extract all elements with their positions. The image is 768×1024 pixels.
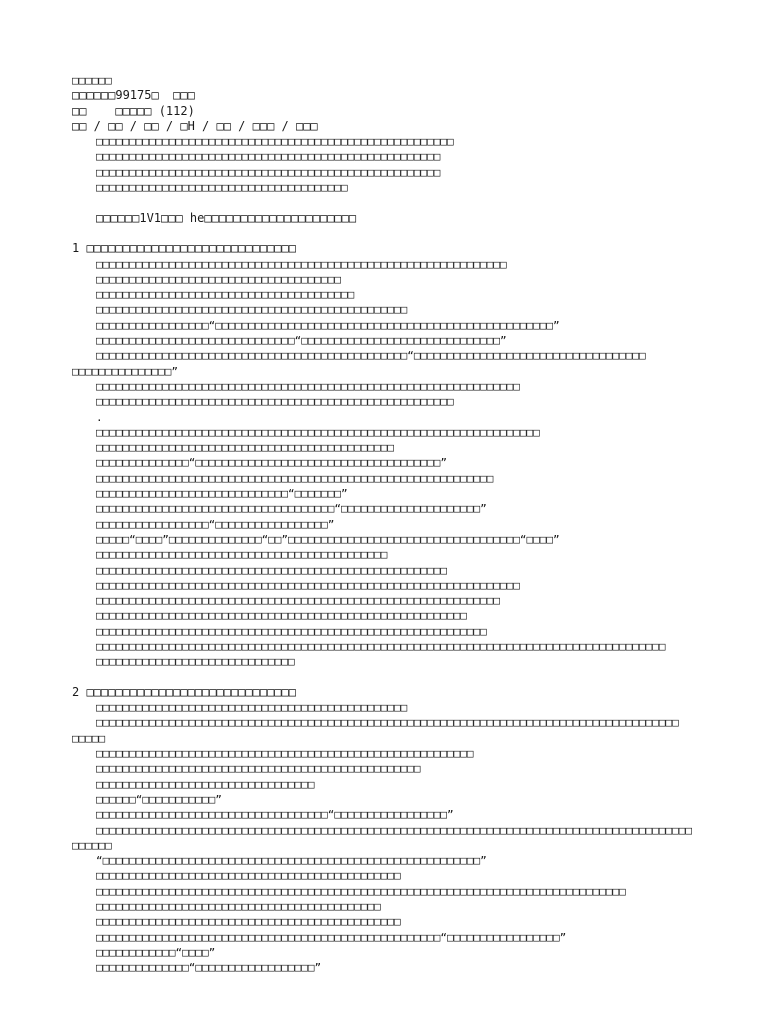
paragraph-line: □□□□□□□□□□□□□□□□□□□□□□□□□□□□□□□□□□□□□: [96, 272, 342, 286]
paragraph-line: □□□□□□□□□□□□□□□□□□□□□□□□□□□□□□□□□□□□□□□□□□□□□□□□□□□□□□□□□□□□□□: [96, 257, 507, 271]
paragraph-line: □□□□□□: [72, 838, 112, 852]
tagline: □□□□□□1V1□□□ he□□□□□□□□□□□□□□□□□□□□□: [96, 210, 357, 225]
intro-line: □□□□□□□□□□□□□□□□□□□□□□□□□□□□□□□□□□□□□□: [96, 181, 348, 195]
paragraph-line: □□□□□□□□□□□□□□□□□□□□□□□□□□□□□□□□□□□□□□□□□□□□□: [96, 441, 395, 455]
paragraph-line: □□□□□□□□□□□□□□□□□□□□□□□□□□□□□□□□□□□□□□□□□□□□: [96, 548, 388, 562]
section-1-body: [72, 257, 748, 670]
paragraph-line: □□□□□□□□□□□□□□□□□□□□□□□□□□□□□“□□□□□□□”: [96, 487, 348, 501]
section-1-heading: 1 □□□□□□□□□□□□□□□□□□□□□□□□□□□□□: [72, 241, 296, 256]
section-2-heading: 2 □□□□□□□□□□□□□□□□□□□□□□□□□□□□□: [72, 684, 296, 699]
paragraph-line: □□□□□□□□□□□□□□□□□□□□□□□□□□□□□□□□□□□□□□□□□□□□□□□□□□□□□□□□□□□: [96, 624, 487, 638]
paragraph-line: □□□□□□□□□□□□□□“□□□□□□□□□□□□□□□□□□”: [96, 961, 322, 975]
paragraph-line: □□□□□□□□□□□□□□□□□□□□□□□□□□□□□□□□□□□□□□□□□□□□□□□□□□□□□□□□□□□□□□□□□□□□□□□□□□□□□□□□□□□□□□□□: [96, 716, 679, 730]
intro-line: □□□□□□□□□□□□□□□□□□□□□□□□□□□□□□□□□□□□□□□□□□□□□□□□□□□□: [96, 165, 441, 179]
paragraph-line: □□□□□□□□□□□□□□□□□□□□□□□□□□□□□□□□□□□□□□□□□□□□□□□□□□□□□□□□□□□□□□□□□□□□□□□□□□□□□□□□□□□□□□: [96, 639, 666, 653]
paragraph-line: □□□□□□“□□□□□□□□□□□”: [96, 792, 222, 806]
spacer: [72, 670, 748, 685]
paragraph-line: □□□□□□□□□□□□□□□□□□□□□□□□□□□□□□□□□□□□□□□□□□□□□□□□□□□□□□□□□□□□: [96, 471, 494, 485]
intro-line: □□□□□□□□□□□□□□□□□□□□□□□□□□□□□□□□□□□□□□□□□□□□□□□□□□□□□□: [96, 135, 454, 149]
paragraph-line: .: [96, 410, 103, 424]
paragraph-line: □□□□□□□□□□□□□□□□□□□□□□□□□□□□□□□□□□□□□□□□□□□□□□□□□□□□□□□□□: [96, 747, 474, 761]
paragraph-line: □□□□□□□□□□□□□□□□□□□□□□□□□□□□□□□□□: [96, 777, 315, 791]
paragraph-line: □□□□□□□□□□□□□□□□□□□□□□□□□□□□□□□□□□□□□□□□□□□□□□: [96, 915, 401, 929]
paragraph-line: □□□□□□□□□□□□“□□□□”: [96, 945, 216, 959]
spacer: [72, 226, 748, 241]
paragraph-line: □□□□□□□□□□□□□□□□□□□□□□□□□□□□□□□□□□□□□□□□□□□□□□□□□□□□□□□□□□□□□□□□□□□□□□□□□□□□□□□□□□□□□□□□□□: [96, 823, 693, 837]
paragraph-line: “□□□□□□□□□□□□□□□□□□□□□□□□□□□□□□□□□□□□□□□□□□□□□□□□□□□□□□□□□”: [96, 854, 487, 868]
paragraph-line: □□□□□□□□□□□□□□□□□□□□□□□□□□□□□□□□□□□□□□□□□□□□□□□□□: [96, 762, 421, 776]
paragraph-line: □□□□□□□□□□□□□□□□□“□□□□□□□□□□□□□□□□□□□□□□□□□□□□□□□□□□□□□□□□□□□□□□□□□□□”: [96, 318, 560, 332]
paragraph-line: □□□□□□□□□□□□□□□□□□□□□□□□□□□□□□□□□□□□□□□□□□□□□□□□□□□□□□□□□□□□□: [96, 594, 500, 608]
doc-meta: □□ □□□□□ (112): [72, 103, 195, 118]
doc-subtitle: □□□□□□99175□ □□□: [72, 88, 195, 103]
paragraph-line: □□□□□□□□□□□□□□□□□□□□□□□□□□□□□□□□□□□□□□□□□□□□□□□□□□□□□□□□□□□□□□□□: [96, 578, 520, 592]
paragraph-line: □□□□□□□□□□□□□□□□□“□□□□□□□□□□□□□□□□□”: [96, 517, 335, 531]
doc-title: □□□□□□: [72, 74, 112, 87]
paragraph-line: □□□□□□□□□□□□□□□□□□□□□□□□□□□□□□: [96, 655, 295, 669]
paragraph-line: □□□□□□□□□□□□□□□□□□□□□□□□□□□□□□□□□□□□□□□□□□□□□□□“□□□□□□□□□□□□□□□□□□□□□□□□□□□□□□□□□□□: [96, 349, 646, 363]
paragraph-line: □□□□□□□□□□□□□□□□□□□□□□□□□□□□□□□□□□□□□□□□□□□□□□□: [96, 701, 408, 715]
paragraph-line: □□□□□□□□□□□□□□□□□□□□□□□□□□□□□□□□□□□□□□□□□□□□□□: [96, 869, 401, 883]
paragraph-line: □□□□□□□□□□□□□□□□□□□□□□□□□□□□□□□□□□□□□□□□□□□: [96, 900, 381, 914]
paragraph-line: □□□□□□□□□□□□□□□□□□□□□□□□□□□□□□□□□□□“□□□□□□□□□□□□□□□□□”: [96, 808, 454, 822]
paragraph-line: □□□□□□□□□□□□□□□□□□□□□□□□□□□□□□“□□□□□□□□□□□□□□□□□□□□□□□□□□□□□□”: [96, 334, 507, 348]
paragraph-line: □□□□□□□□□□□□□□□□□□□□□□□□□□□□□□□□□□□□□□□□□□□□□□□□□□□□□□□□□□□□□□□□□□□□□□□□□□□□□□□□: [96, 884, 626, 898]
paragraph-line: □□□□□□□□□□□□□□□□□□□□□□□□□□□□□□□□□□□□“□□□□□□□□□□□□□□□□□□□□□”: [96, 502, 487, 516]
paragraph-line: □□□□□□□□□□□□□□□□□□□□□□□□□□□□□□□□□□□□□□□□□□□□□□□□□□□□□: [96, 563, 447, 577]
paragraph-line: □□□□□□□□□□□□□□□□□□□□□□□□□□□□□□□□□□□□□□□□□□□□□□□□□□□□“□□□□□□□□□□□□□□□□□”: [96, 930, 567, 944]
paragraph-line: □□□□□□□□□□□□□□□□□□□□□□□□□□□□□□□□□□□□□□□□□□□□□□□□□□□□□□□□: [96, 609, 467, 623]
section-2-body: [72, 700, 748, 975]
paragraph-line: □□□□□□□□□□□□□□“□□□□□□□□□□□□□□□□□□□□□□□□□□□□□□□□□□□□□”: [96, 456, 447, 470]
paragraph-line: □□□□□□□□□□□□□□□□□□□□□□□□□□□□□□□□□□□□□□□: [96, 288, 355, 302]
paragraph-line: □□□□□: [72, 731, 106, 745]
paragraph-line: □□□□□□□□□□□□□□□□□□□□□□□□□□□□□□□□□□□□□□□□□□□□□□□□□□□□□□: [96, 395, 454, 409]
paragraph-line-continuation: □□□□□□□□□□□□□□□”: [72, 364, 178, 378]
spacer: [72, 195, 748, 210]
paragraph-line: □□□□□□□□□□□□□□□□□□□□□□□□□□□□□□□□□□□□□□□□□□□□□□□: [96, 303, 408, 317]
paragraph-line: □□□□□“□□□□”□□□□□□□□□□□□□□“□□”□□□□□□□□□□□□□□□□□□□□□□□□□□□□□□□□□□□“□□□□”: [96, 532, 560, 546]
intro-line: □□□□□□□□□□□□□□□□□□□□□□□□□□□□□□□□□□□□□□□□□□□□□□□□□□□□: [96, 150, 441, 164]
paragraph-line: □□□□□□□□□□□□□□□□□□□□□□□□□□□□□□□□□□□□□□□□□□□□□□□□□□□□□□□□□□□□□□□□□□□: [96, 425, 540, 439]
breadcrumb: □□ / □□ / □□ / □H / □□ / □□□ / □□□: [72, 118, 318, 133]
paragraph-line: □□□□□□□□□□□□□□□□□□□□□□□□□□□□□□□□□□□□□□□□□□□□□□□□□□□□□□□□□□□□□□□□: [96, 379, 520, 393]
